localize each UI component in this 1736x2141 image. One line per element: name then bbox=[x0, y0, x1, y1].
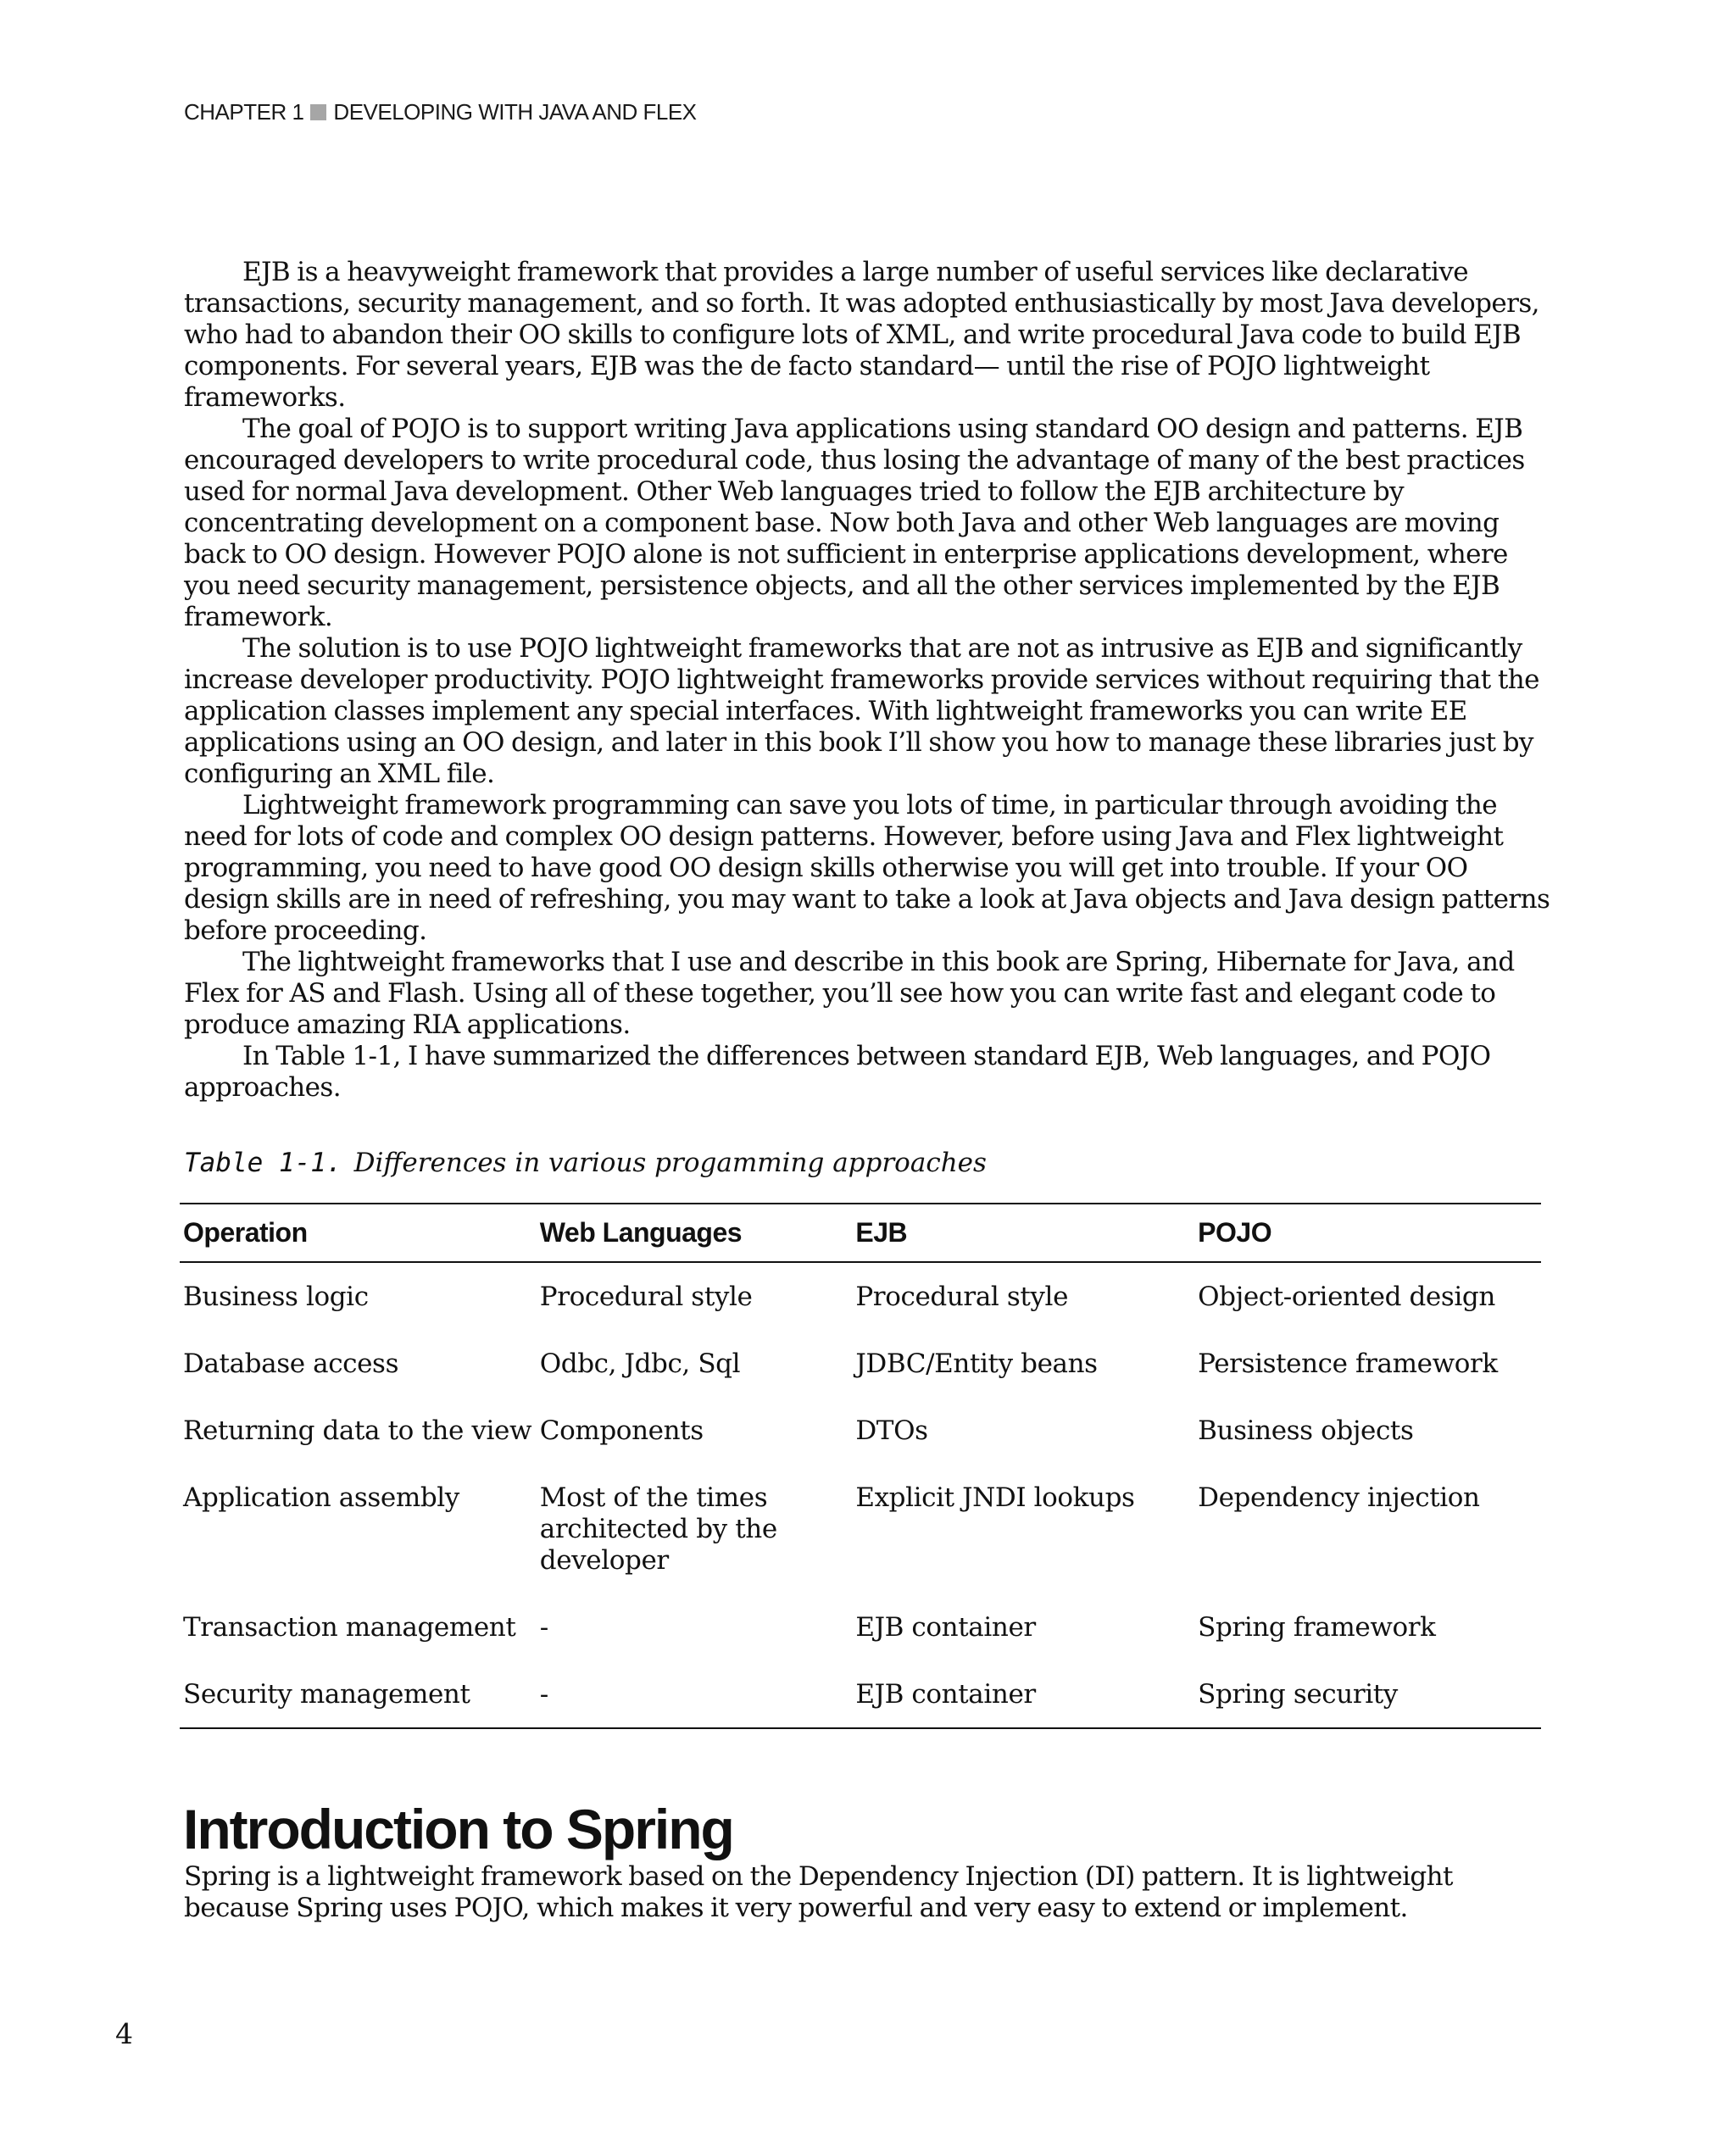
table-row bbox=[180, 1660, 1541, 1728]
paragraph: EJB is a heavyweight framework that provides a large number of useful services like declarative transactions, security management, and so forth. It was adopted enthusiastically by most Java developers, who had to abandon their OO skills to configure lots of XML, and write procedural Java code to build EJB components. For several years, EJB was the de facto standard— until the rise of POJO lightweight frameworks. bbox=[184, 257, 1539, 413]
page-number: 4 bbox=[115, 2017, 133, 2050]
table-cell: Security management bbox=[183, 1679, 470, 1710]
table-cell: Odbc, Jdbc, Sql bbox=[539, 1349, 741, 1379]
table-row bbox=[180, 1464, 1541, 1593]
chapter-title: DEVELOPING WITH JAVA AND FLEX bbox=[333, 99, 697, 125]
table-cell: Most of the times architected by the developer bbox=[539, 1482, 777, 1576]
body-text bbox=[184, 257, 1550, 1104]
table-caption bbox=[184, 1148, 987, 1178]
table-cell: DTOs bbox=[855, 1415, 928, 1446]
table-cell: EJB container bbox=[855, 1679, 1036, 1710]
header-operation: Operation bbox=[183, 1217, 308, 1248]
table-cell: Business logic bbox=[183, 1282, 369, 1312]
paragraph: Lightweight framework programming can save you lots of time, in particular through avoiding the need for lots of code and complex OO design patterns. However, before using Java and Flex lightweight programming, you need to have good OO design skills otherwise you will get into trouble. If your OO design skills are in need of refreshing, you may want to take a look at Java objects and Java design patterns before proceeding. bbox=[184, 790, 1550, 946]
table-row bbox=[180, 1262, 1541, 1330]
table-cell: Database access bbox=[183, 1349, 399, 1379]
table-header-row bbox=[180, 1204, 1541, 1262]
table-cell: Persistence framework bbox=[1198, 1349, 1498, 1379]
header-pojo: POJO bbox=[1198, 1217, 1272, 1248]
table-cell: Procedural style bbox=[855, 1282, 1069, 1312]
table-cell: Spring framework bbox=[1198, 1612, 1436, 1643]
square-separator-icon bbox=[310, 104, 326, 120]
paragraph: In Table 1-1, I have summarized the differences between standard EJB, Web languages, and POJO approaches. bbox=[184, 1041, 1491, 1103]
table-cell: Dependency injection bbox=[1198, 1482, 1480, 1513]
running-header bbox=[184, 99, 697, 125]
paragraph: The lightweight frameworks that I use and describe in this book are Spring, Hibernate for Java, and Flex for AS and Flash. Using all of these together, you’ll see how you can write fast and elegant code to produce amazing RIA applications. bbox=[184, 947, 1515, 1040]
section-heading: Introduction to Spring bbox=[183, 1798, 733, 1860]
table-row bbox=[180, 1330, 1541, 1397]
table-caption-label: Table 1-1. bbox=[184, 1148, 342, 1178]
table-cell: Business objects bbox=[1198, 1415, 1414, 1446]
table-cell: Explicit JNDI lookups bbox=[855, 1482, 1135, 1513]
table-row bbox=[180, 1593, 1541, 1660]
table-cell: Returning data to the view bbox=[183, 1415, 532, 1446]
table-cell: Procedural style bbox=[539, 1282, 753, 1312]
table-cell: - bbox=[539, 1612, 548, 1643]
paragraph: The solution is to use POJO lightweight frameworks that are not as intrusive as EJB and significantly increase developer productivity. POJO lightweight frameworks provide services without requiring that the application classes implement any special interfaces. With lightweight frameworks you can write EE applications using an OO design, and later in this book I’ll show you how to manage these libraries just by configuring an XML file. bbox=[184, 633, 1539, 789]
table-cell: JDBC/Entity beans bbox=[855, 1349, 1098, 1379]
paragraph: The goal of POJO is to support writing Java applications using standard OO design and patterns. EJB encouraged developers to write procedural code, thus losing the advantage of many of the best practices used for normal Java development. Other Web languages tried to follow the EJB architecture by concentrating development on a component base. Now both Java and other Web languages are moving back to OO design. However POJO alone is not sufficient in enterprise applications development, where you need security management, persistence objects, and all the other services implemented by the EJB framework. bbox=[184, 414, 1525, 632]
section-paragraph: Spring is a lightweight framework based on the Dependency Injection (DI) pattern. It is lightweight because Spring uses POJO, which makes it very powerful and very easy to extend or implement. bbox=[184, 1861, 1453, 1923]
table-cell: Components bbox=[539, 1415, 704, 1446]
differences-table bbox=[180, 1203, 1541, 1729]
table-cell: Transaction management bbox=[183, 1612, 516, 1643]
table-cell: Object-oriented design bbox=[1198, 1282, 1495, 1312]
table-cell: - bbox=[539, 1679, 548, 1710]
table-caption-text: Differences in various progamming approaches bbox=[353, 1148, 987, 1178]
header-ejb: EJB bbox=[855, 1217, 908, 1248]
header-web-languages: Web Languages bbox=[539, 1217, 743, 1248]
table-cell: EJB container bbox=[855, 1612, 1036, 1643]
table-row bbox=[180, 1397, 1541, 1464]
table-cell: Spring security bbox=[1198, 1679, 1398, 1710]
chapter-label: CHAPTER 1 bbox=[184, 99, 304, 125]
table-cell: Application assembly bbox=[183, 1482, 459, 1513]
